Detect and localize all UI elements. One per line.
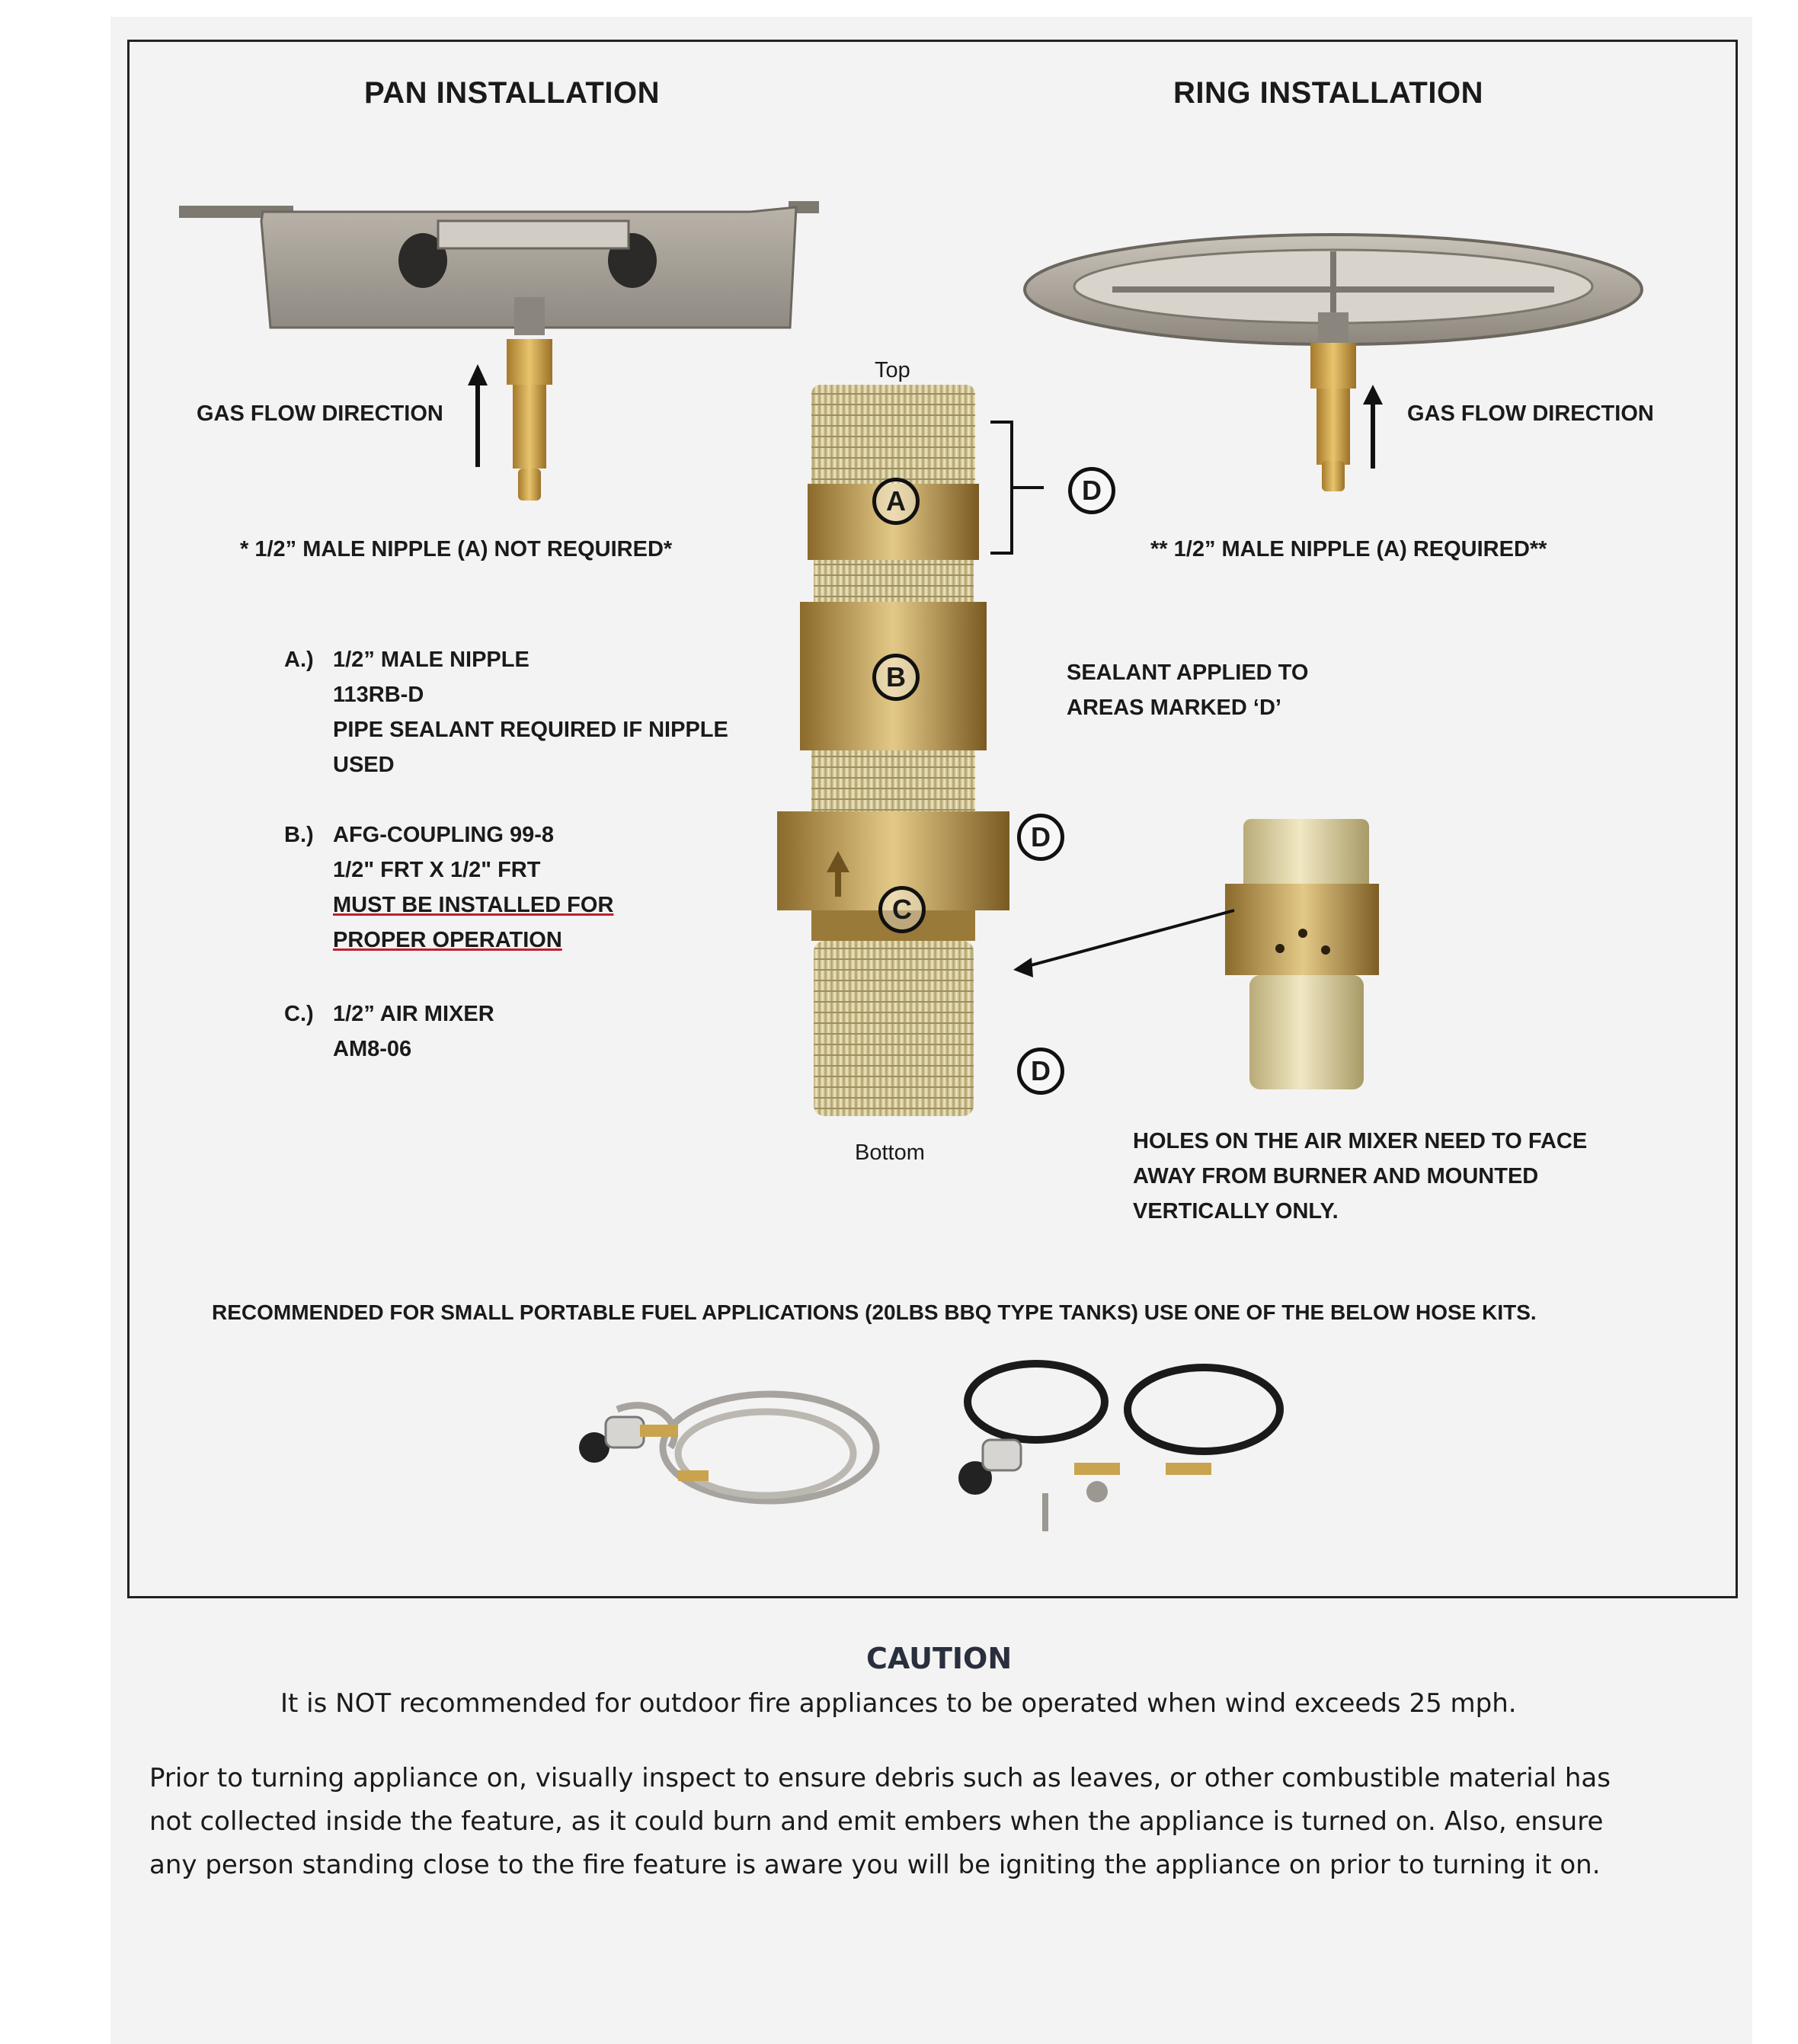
part-c-desc: 1/2” AIR MIXER AM8-06 xyxy=(333,1002,494,1061)
pan-flow-arrow-icon xyxy=(466,364,489,467)
ring-burner-illustration xyxy=(1021,229,1646,495)
ring-gas-flow-label: GAS FLOW DIRECTION xyxy=(1407,401,1654,426)
pan-gas-flow-label: GAS FLOW DIRECTION xyxy=(197,401,443,426)
fitting-top-label: Top xyxy=(875,358,910,382)
ring-flow-arrow-icon xyxy=(1361,385,1384,469)
hose-kit-note: RECOMMENDED FOR SMALL PORTABLE FUEL APPLICATIONS (20LBS BBQ TYPE TANKS) USE ONE OF THE BELOW HOSE KITS. xyxy=(212,1300,1537,1324)
pan-installation-title: PAN INSTALLATION xyxy=(364,76,660,110)
part-b-id: B.) xyxy=(284,823,314,847)
marker-a: A xyxy=(872,478,920,525)
ring-nipple-note: ** 1/2” MALE NIPPLE (A) REQUIRED** xyxy=(1150,537,1547,561)
marker-b: B xyxy=(872,654,920,701)
inspection-warning: Prior to turning appliance on, visually inspect to ensure debris such as leaves, or other combustible material has not collected inside the feature, as it could burn and emit embers when the appliance is turned on. Also, ensure any person standing close to the fire feature is aware you will be igniting the appliance on prior to turning it on. xyxy=(149,1763,1611,1880)
air-mixer-illustration xyxy=(983,819,1379,1101)
wind-warning: It is NOT recommended for outdoor fire appliances to be operated when wind exceeds 25 mph. xyxy=(280,1688,1517,1719)
caution-title: CAUTION xyxy=(866,1642,1013,1675)
marker-d-low: D xyxy=(1017,1048,1064,1095)
part-c-id: C.) xyxy=(284,1002,314,1026)
top-bracket xyxy=(990,419,1051,556)
pan-burner-illustration xyxy=(171,190,827,510)
fitting-bottom-label: Bottom xyxy=(855,1140,925,1165)
hose-kit-2-illustration xyxy=(952,1348,1303,1539)
ring-installation-title: RING INSTALLATION xyxy=(1173,76,1483,110)
marker-d-mid: D xyxy=(1017,814,1064,861)
pan-nipple-note: * 1/2” MALE NIPPLE (A) NOT REQUIRED* xyxy=(240,537,673,561)
part-b-desc: AFG-COUPLING 99-8 1/2" FRT X 1/2" FRT MUST BE INSTALLED FOR PROPER OPERATION xyxy=(333,823,614,952)
part-a-desc: 1/2” MALE NIPPLE 113RB-D PIPE SEALANT REQUIRED IF NIPPLE USED xyxy=(333,648,728,777)
part-a-id: A.) xyxy=(284,648,314,672)
marker-c: C xyxy=(878,886,926,933)
marker-d-top: D xyxy=(1068,467,1115,514)
holes-note: HOLES ON THE AIR MIXER NEED TO FACE AWAY FROM BURNER AND MOUNTED VERTICALLY ONLY. xyxy=(1133,1129,1588,1224)
sealant-note: SEALANT APPLIED TO AREAS MARKED ‘D’ xyxy=(1067,661,1309,720)
hose-kit-1-illustration xyxy=(564,1364,884,1539)
